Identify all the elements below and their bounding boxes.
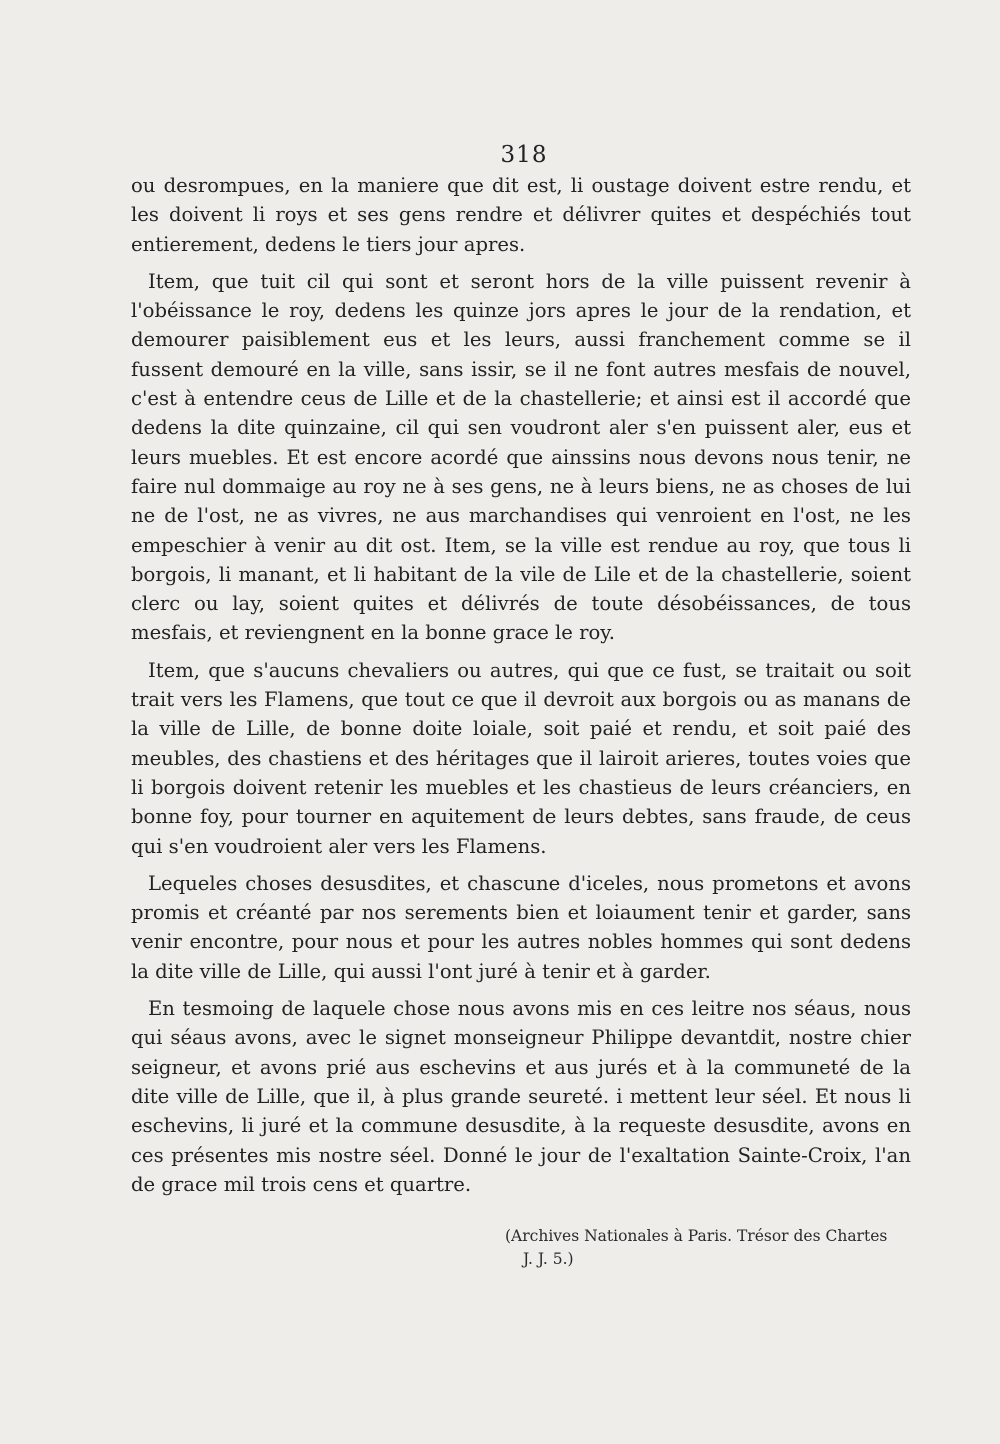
- paragraph-continuation: ou desrompues, en la maniere que dit est, li oustage doivent estre rendu, et les doivent li roys et ses gens rendre et délivrer quites et despéchiés tout entierement, dedens le tiers jour apres.: [131, 174, 911, 256]
- paragraph-item-chevaliers: Item, que s'aucuns chevaliers ou autres, qui que ce fust, se traitait ou soit trait vers les Flamens, que tout ce que il devroit aux borgois ou as manans de la ville de Lille, de bonne doite loiale, soit paié et rendu, et soit paié des meubles, des chastiens et des héritages que il lairoit arieres, toutes voies que li borgois doivent retenir les muebles et les chastieus de leurs créanciers, en bonne foy, pour tourner en aquitement de leurs debtes, sans fraude, de ceus qui s'en voudroient aler vers les Flamens.: [131, 658, 911, 858]
- paragraph-tesmoing: En tesmoing de laquele chose nous avons mis en ces leitre nos séaus, nous qui séaus avons, avec le signet monseigneur Philippe devantdit, nostre chier seigneur, et avons prié aus eschevins et aus jurés et à la communeté de la dite ville de Lille, que il, à plus grande seureté. i mettent leur séel. Et nous li eschevins, li juré et la commune desusdite, à la requeste desusdite, avons en ces présentes mis nostre séel. Donné le jour de l'exaltation Sainte-Croix, l'an de grace mil trois cens et quartre.: [131, 997, 911, 1196]
- source-citation-line-2: J. J. 5.): [523, 1250, 574, 1268]
- source-citation-line-1: (Archives Nationales à Paris. Trésor des Chartes: [505, 1227, 888, 1245]
- paragraph-lequeles: Lequeles choses desusdites, et chascune d'iceles, nous prometons et avons promis et créanté par nos serements bien et loiaument tenir et garder, sans venir encontre, pour nous et pour les autres nobles hommes qui sont dedens la dite ville de Lille, qui aussi l'ont juré à tenir et à garder.: [131, 871, 911, 983]
- paragraph-item-obeissance: Item, que tuit cil qui sont et seront hors de la ville puissent revenir à l'obéissance le roy, dedens les quinze jors apres le jour de la rendation, et demourer paisiblement eus et les leurs, aussi franchement comme se il fussent demouré en la ville, sans issir, se il ne font autres mesfais de nouvel, c'est à entendre ceus de Lille et de la chastellerie; et ainsi est il accordé que dedens la dite quinzaine, cil qui sen voudront aler s'en puissent aler, eus et leurs muebles. Et est encore acordé que ainssins nous devons nous tenir, ne faire nul dommaige au roy ne à ses gens, ne à leurs biens, ne as choses de lui ne de l'ost, ne as vivres, ne aus marchandises qui venroient en l'ost, ne les empeschier à venir au dit ost. Item, se la ville est rendue au roy, que tous li borgois, li manant, et li habitant de la vile de Lile et de la chastellerie, soient clerc ou lay, soient quites et délivrés de toute désobéissances, de tous mesfais, et reviengnent en la bonne grace le roy.: [131, 269, 911, 645]
- source-citation: [505, 1225, 910, 1271]
- body-text: [131, 171, 911, 1199]
- page-number: 318: [500, 142, 548, 168]
